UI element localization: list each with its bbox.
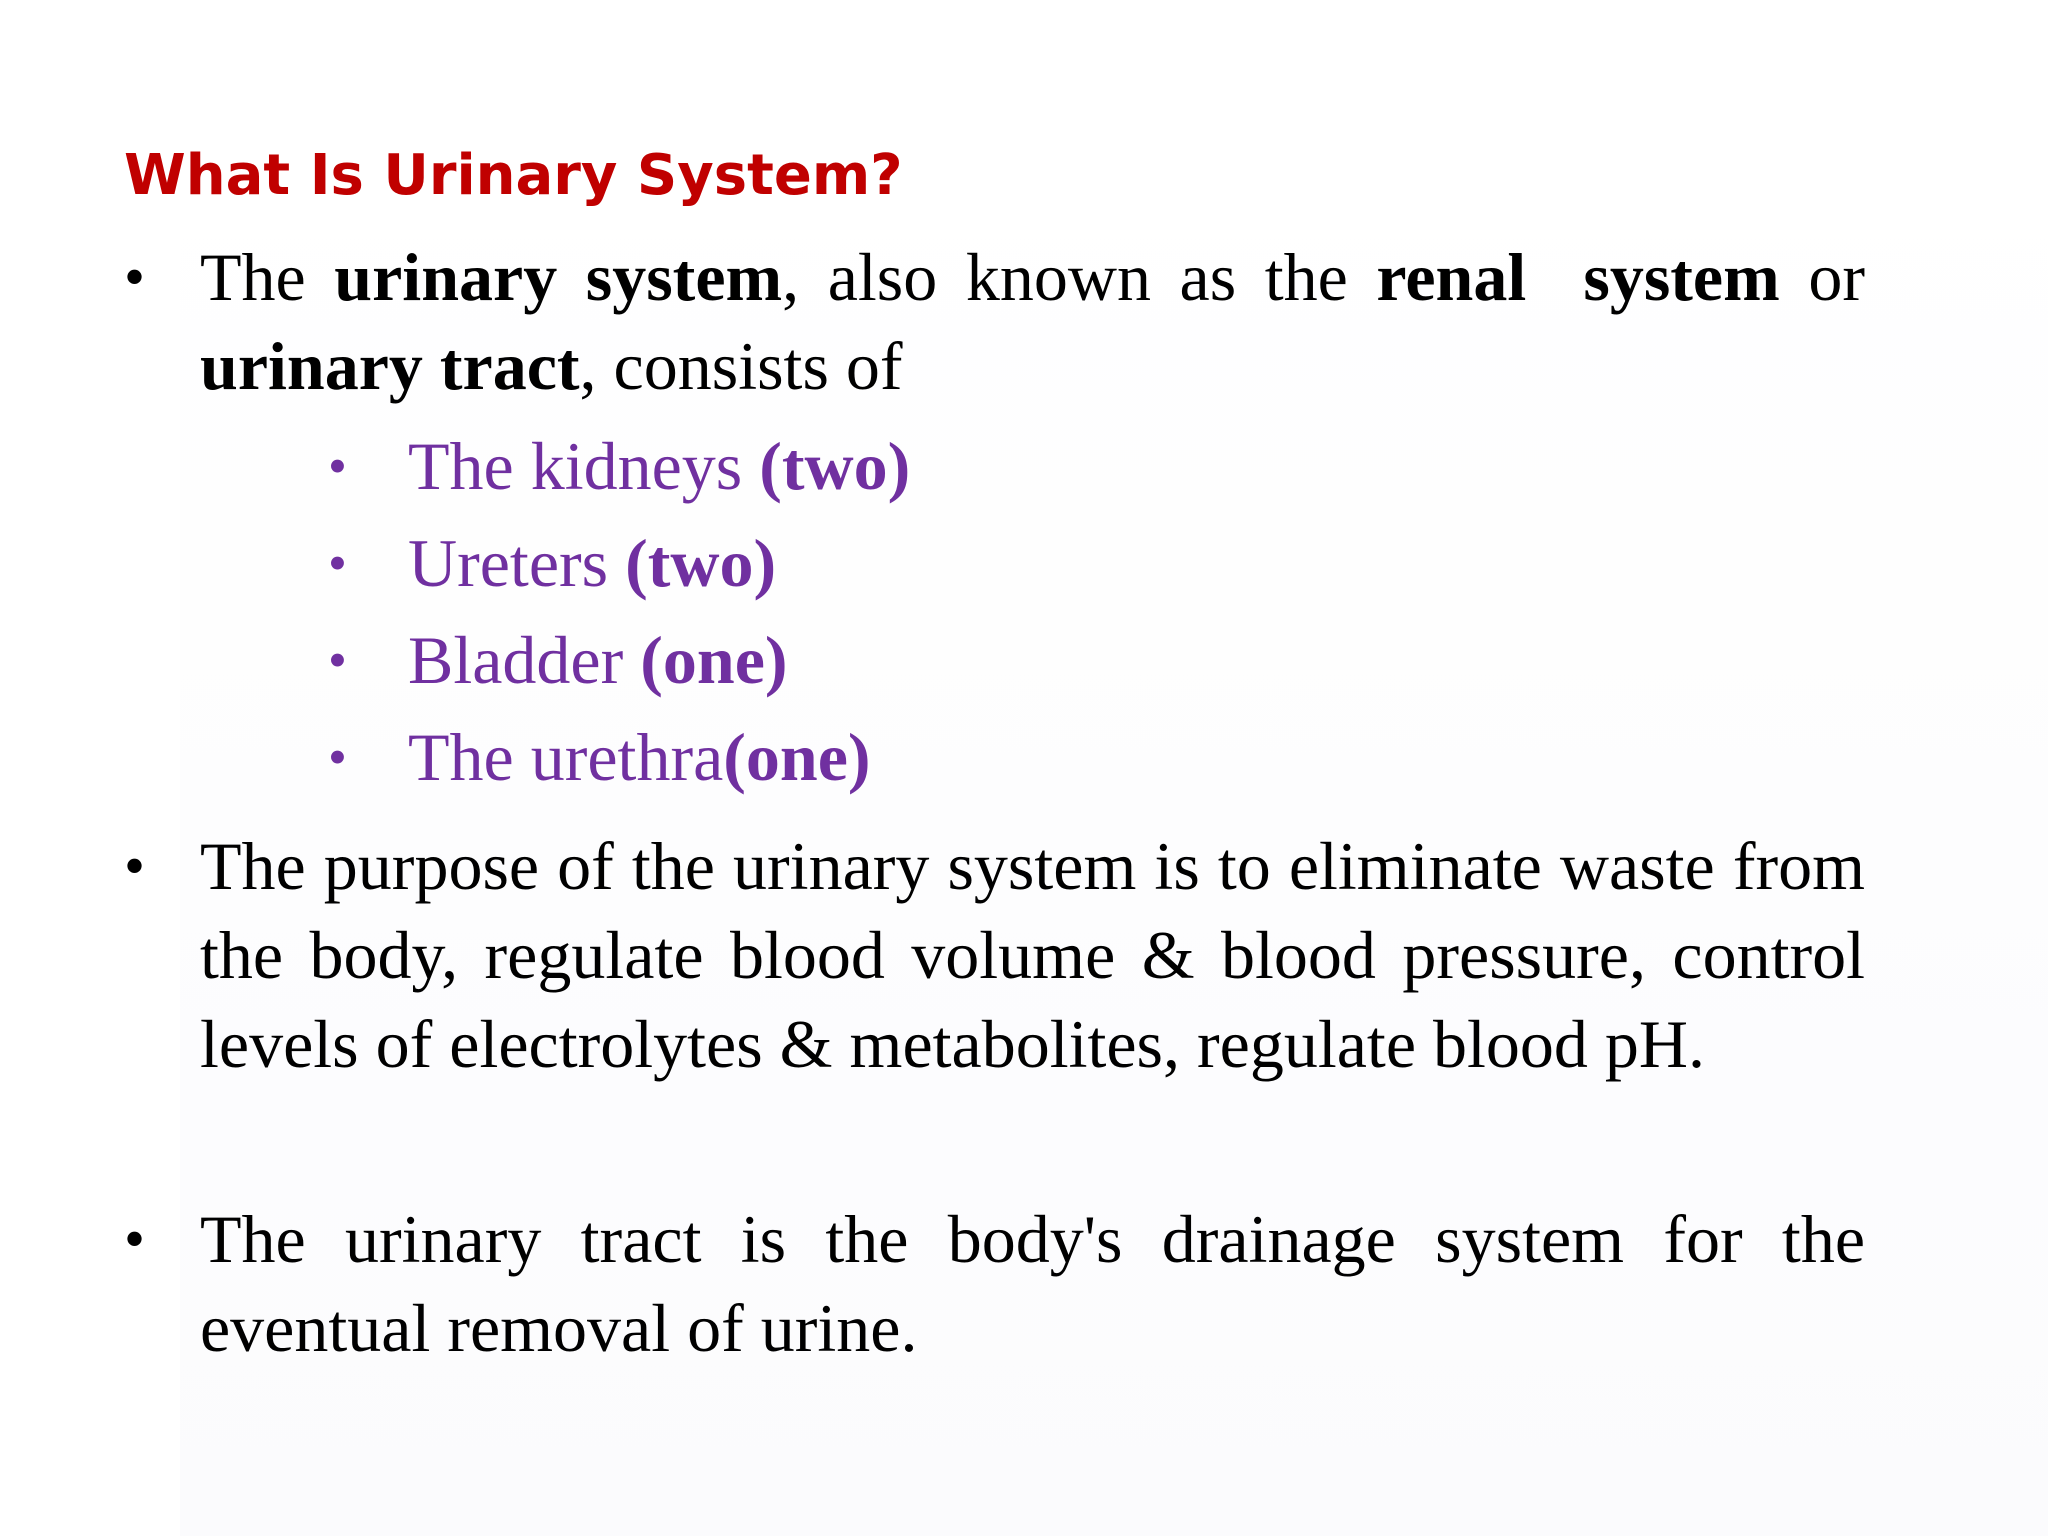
bullet-dot-icon: • <box>124 244 146 310</box>
purpose-text: The purpose of the urinary system is to eliminate waste from the body, regulate blood volume & blood pressure, control levels of electrolytes & metabolites, regulate blood pH. <box>200 828 1865 1082</box>
component-item-kidneys <box>328 418 911 515</box>
term-urinary-tract: urinary tract <box>200 328 580 404</box>
bullet-dot-icon: • <box>124 1206 146 1272</box>
component-name: The urethra <box>408 719 724 795</box>
component-name: Ureters <box>408 525 626 601</box>
component-item-urethra <box>328 709 871 806</box>
intro-text-1: The <box>200 239 335 315</box>
bullet-dot-icon: • <box>328 727 347 787</box>
bullet-drainage <box>124 1195 1865 1373</box>
component-name: Bladder <box>408 622 641 698</box>
bullet-definition <box>124 233 1865 411</box>
intro-text-3: or <box>1779 239 1865 315</box>
intro-text-2: , also known as the <box>782 239 1377 315</box>
bullet-dot-icon: • <box>328 436 347 496</box>
term-renal-system: renal system <box>1376 239 1780 315</box>
component-item-bladder <box>328 612 788 709</box>
bullet-purpose <box>124 822 1865 1089</box>
slide-title: What Is Urinary System? <box>124 143 903 208</box>
bullet-dot-icon: • <box>328 533 347 593</box>
component-item-ureters <box>328 515 777 612</box>
component-count: (two) <box>759 428 911 504</box>
component-name: The kidneys <box>408 428 760 504</box>
drainage-text: The urinary tract is the body's drainage system for the eventual removal of urine. <box>200 1201 1865 1366</box>
term-urinary-system: urinary system <box>334 239 783 315</box>
intro-text-4: , consists of <box>579 328 903 404</box>
component-count: (one) <box>640 622 788 698</box>
bullet-dot-icon: • <box>124 833 146 899</box>
component-count: (one) <box>723 719 871 795</box>
bullet-dot-icon: • <box>328 630 347 690</box>
component-count: (two) <box>625 525 777 601</box>
